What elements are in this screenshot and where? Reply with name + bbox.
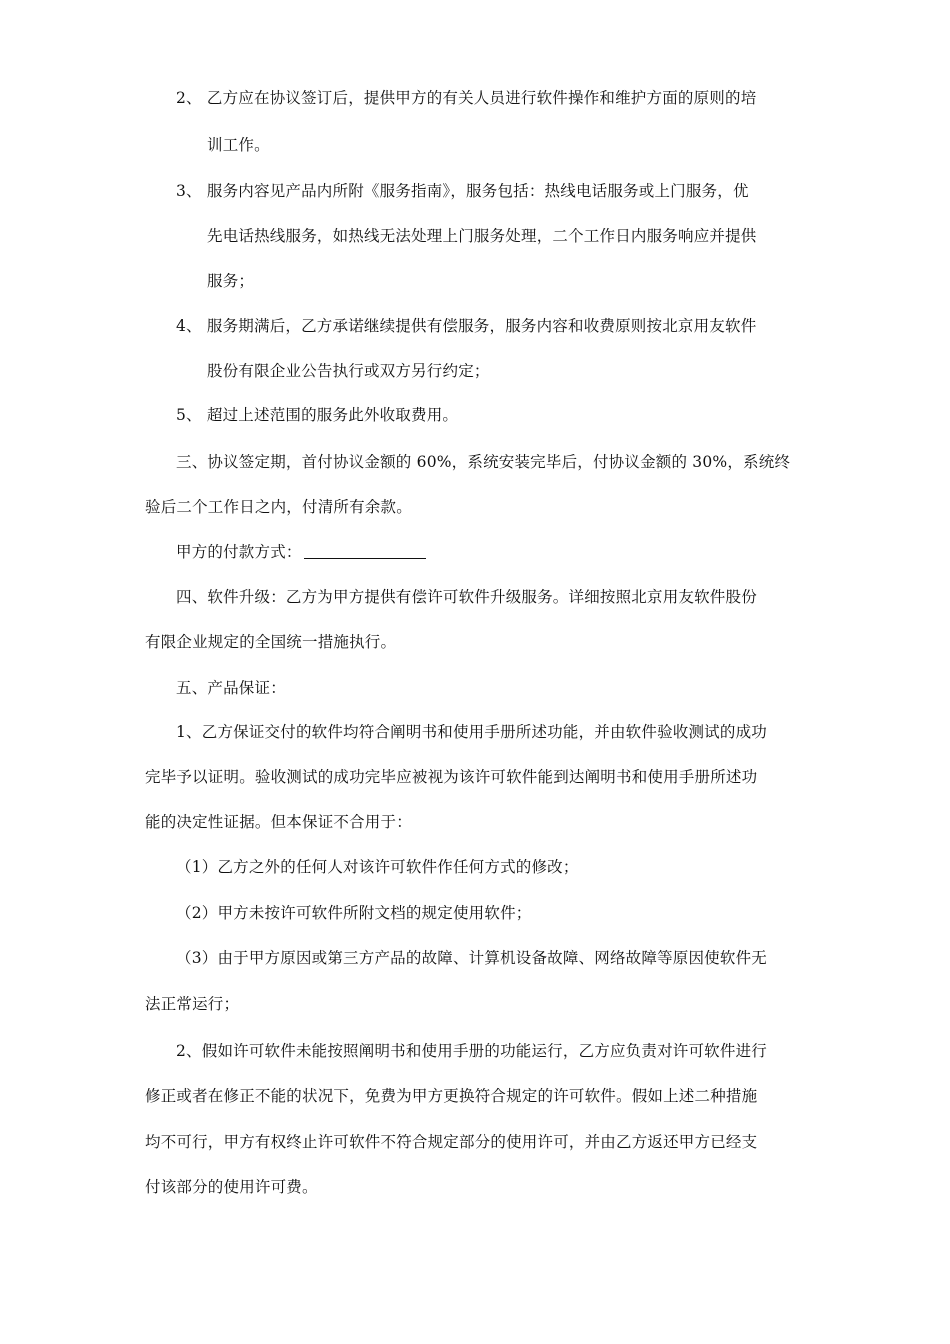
section-5-heading: 五、产品保证：	[176, 679, 286, 697]
guarantee-1-line-2: 完毕予以证明。验收测试的成功完毕应被视为该许可软件能到达阐明书和使用手册所述功	[145, 768, 758, 786]
section-4-line-2: 有限企业规定的全国统一措施执行。	[145, 633, 397, 651]
item-3-line-2: 先电话热线服务，如热线无法处理上门服务处理，二个工作日内服务响应并提供	[207, 227, 757, 245]
item-4-line-1: 4、 服务期满后，乙方承诺继续提供有偿服务，服务内容和收费原则按北京用友软件	[176, 317, 757, 335]
exclusion-1: （1）乙方之外的任何人对该许可软件作任何方式的修改；	[176, 858, 579, 876]
guarantee-1-line-1: 1、乙方保证交付的软件均符合阐明书和使用手册所述功能，并由软件验收测试的成功	[176, 723, 767, 741]
guarantee-2-line-2: 修正或者在修正不能的状况下，免费为甲方更换符合规定的许可软件。假如上述二种措施	[145, 1087, 758, 1105]
exclusion-3-line-1: （3）由于甲方原因或第三方产品的故障、计算机设备故障、网络故障等原因使软件无	[176, 949, 767, 967]
item-3-line-1: 3、 服务内容见产品内所附《服务指南》，服务包括：热线电话服务或上门服务，优	[176, 182, 749, 200]
section-4-line-1: 四、软件升级：乙方为甲方提供有偿许可软件升级服务。详细按照北京用友软件股份	[176, 588, 757, 606]
payment-method-label: 甲方的付款方式：	[176, 543, 302, 561]
payment-method-blank	[304, 544, 426, 559]
section-3-line-1: 三、协议签定期，首付协议金额的 60%，系统安装完毕后，付协议金额的 30%，系统终	[176, 453, 791, 471]
guarantee-1-line-3: 能的决定性证据。但本保证不合用于：	[145, 813, 412, 831]
exclusion-3-line-2: 法正常运行；	[145, 995, 240, 1013]
guarantee-2-line-3: 均不可行，甲方有权终止许可软件不符合规定部分的使用许可，并由乙方返还甲方已经支	[145, 1133, 758, 1151]
payment-method	[176, 542, 426, 562]
item-2-line-2: 训工作。	[207, 136, 270, 154]
item-5-line-1: 5、 超过上述范围的服务此外收取费用。	[176, 406, 459, 424]
exclusion-2: （2）甲方未按许可软件所附文档的规定使用软件；	[176, 904, 532, 922]
item-3-line-3: 服务；	[207, 272, 255, 290]
item-4-line-2: 股份有限企业公告执行或双方另行约定；	[207, 362, 490, 380]
item-2-line-1: 2、 乙方应在协议签订后，提供甲方的有关人员进行软件操作和维护方面的原则的培	[176, 89, 757, 107]
section-3-line-2: 验后二个工作日之内，付清所有余款。	[145, 498, 412, 516]
guarantee-2-line-1: 2、假如许可软件未能按照阐明书和使用手册的功能运行，乙方应负责对许可软件进行	[176, 1042, 767, 1060]
guarantee-2-line-4: 付该部分的使用许可费。	[145, 1178, 318, 1196]
